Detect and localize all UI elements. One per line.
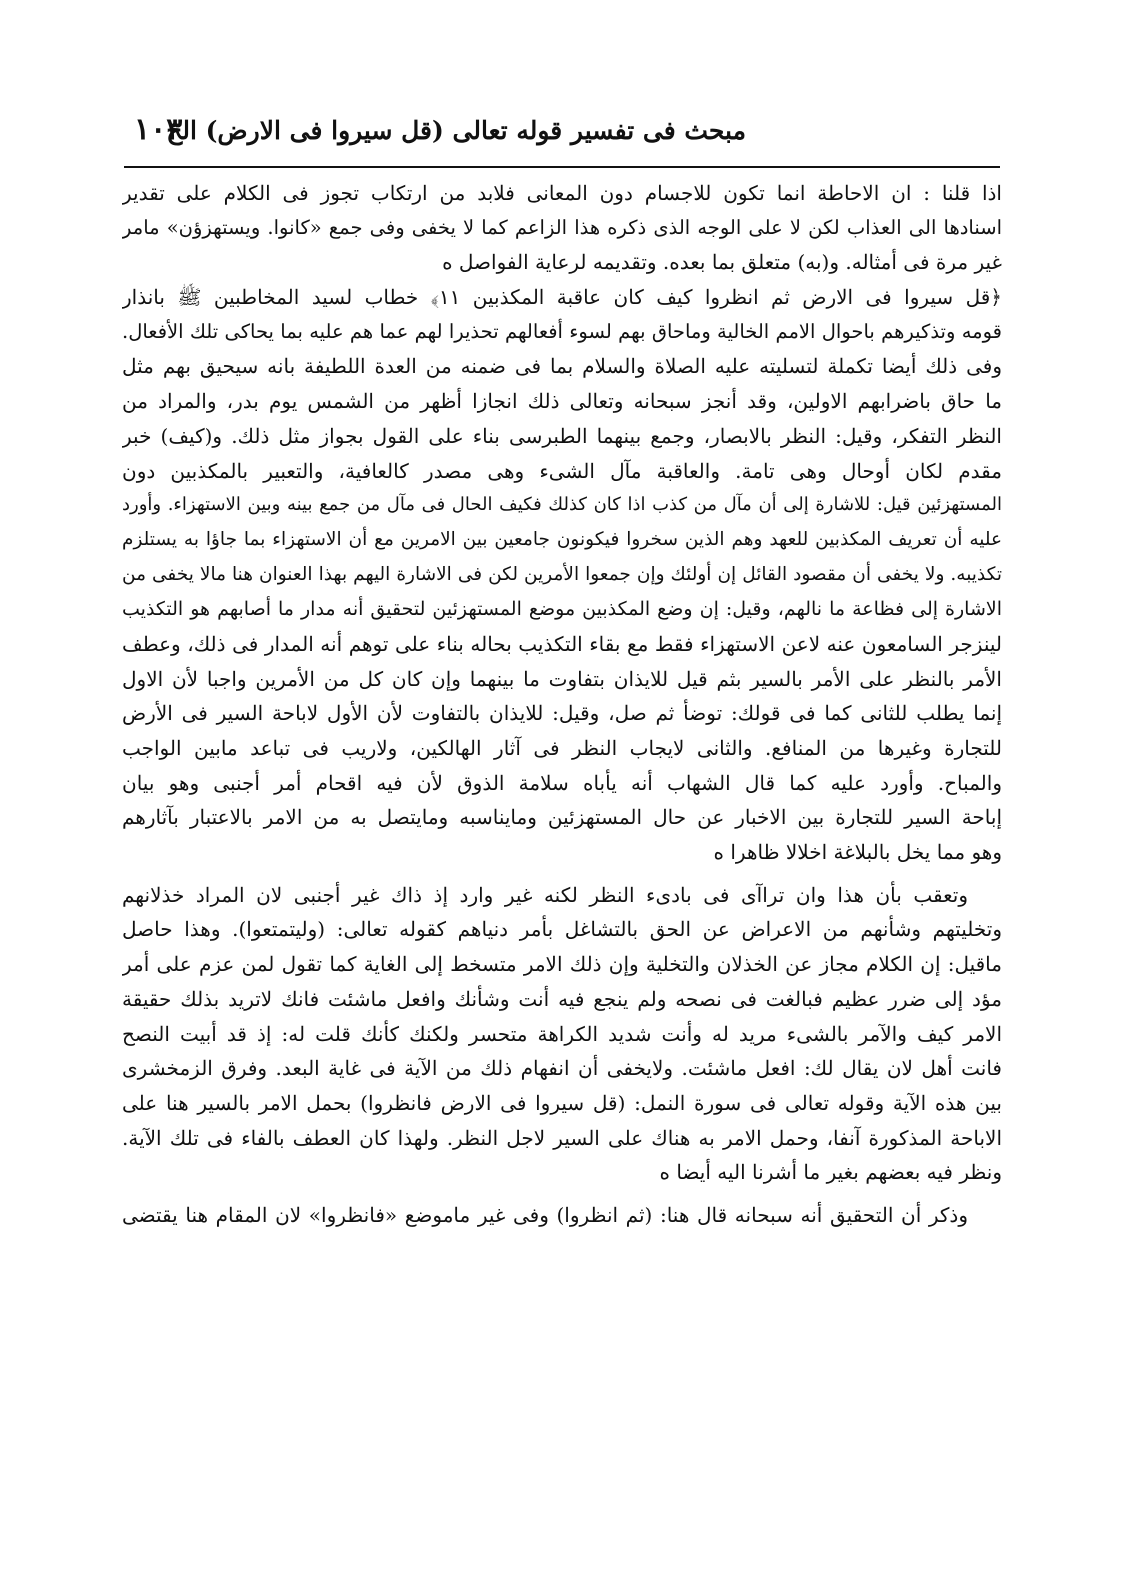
paragraph-gap — [122, 870, 1002, 878]
text-line: والمباح. وأورد عليه كما قال الشهاب أنه يأباه سلامة الذوق لأن فيه اقحام أمر أجنبى وهو بيان — [122, 770, 1002, 795]
text-line: فانت أهل لان يقال لك: افعل ماشئت. ولايخفى أن انفهام ذلك من الآية فى غاية البعد. وفرق الزمخشرى — [122, 1056, 1002, 1081]
text-line: وهو مما يخل بالبلاغة اخلالا ظاهرا ه — [713, 840, 1002, 865]
text-line: للتجارة وغيرها من المنافع. والثانى لايجاب النظر فى آثار الهالكين، ولاريب فى تباعد مابين الواجب — [122, 736, 1002, 760]
text-line: اسنادها الى العذاب لكن لا على الوجه الذى ذكره هذا الزاعم كما لا يخفى وفى جمع «كانوا. ويستهزؤن» مامر — [122, 215, 1002, 239]
text-line: اذا قلنا : ان الاحاطة انما تكون للاجسام دون المعانى فلابد من ارتكاب تجوز فى الكلام على تقدير — [122, 181, 1002, 205]
text-line: وفى ذلك أيضا تكملة لتسليته عليه الصلاة والسلام بما فى ضمنه من العدة اللطيفة بانه سيحيق بهم مثل — [122, 354, 1002, 379]
text-line: مؤد إلى ضرر عظيم فبالغت فى نصحه ولم ينجع فيه أنت وشأنك وافعل ماشئت فانك لاتريد بذلك حقيقة — [122, 986, 1002, 1011]
text-line: عليه أن تعريف المكذبين للعهد وهم الذين سخروا فيكونون جامعين بين الامرين مع أن الاستهزاء بما جاؤا به يستلزم — [122, 528, 1002, 550]
body-text — [122, 176, 1002, 1233]
text-line: وذكر أن التحقيق أنه سبحانه قال هنا: (ثم انظروا) وفى غير ماموضع «فانظروا» لان المقام هنا يقتضى — [122, 1202, 968, 1227]
text-line: إباحة السير للتجارة بين الاخبار عن حال المستهزئين ومايناسبه ومايتصل به من الامر بالاعتبار بآثارهم — [122, 805, 1002, 830]
page-header — [128, 112, 996, 160]
header-divider — [124, 166, 1000, 168]
text-line: مقدم لكان أوحال وهى تامة. والعاقبة مآل الشىء وهى مصدر كالعافية، والتعبير بالمكذبين دون — [122, 458, 1002, 483]
text-line: وتخليتهم وشأنهم من الاعراض عن الحق بالتشاغل بأمر دنياهم كقوله تعالى: (وليتمتعوا). وهذا حاصل — [122, 917, 1002, 942]
text-line: تكذيبه. ولا يخفى أن مقصود القائل إن أولئك وإن جمعوا الأمرين لكن فى الاشارة اليهم بهذا العنوان هنا مالا يخفى من — [122, 563, 1002, 585]
text-line: الأمر بالنظر على الأمر بالسير بثم قيل للايذان بتفاوت ما بينهما وإن كان كل من الأمرين واجبا لأن الاول — [122, 666, 1002, 691]
text-line: الاشارة إلى فظاعة ما نالهم، وقيل: إن وضع المكذبين موضع المستهزئين لتحقيق أنه مدار ما أصابهم هو التكذيب — [122, 598, 1002, 621]
text-line: لينزجر السامعون عنه لاعن الاستهزاء فقط مع بقاء التكذيب بحاله بناء على توهم أنه المدار فى ذلك، وعطف — [122, 631, 1002, 656]
page-number: ١٠٣ — [134, 112, 183, 147]
text-line: ما حاق باضرابهم الاولين، وقد أنجز سبحانه وتعالى ذلك انجازا أظهر من الشمس يوم بدر، والمراد من — [122, 389, 1002, 414]
text-line: بين هذه الآية وقوله تعالى فى سورة النمل: (قل سيروا فى الارض فانظروا) بحمل الامر بالسير هنا على — [122, 1090, 1002, 1115]
text-line: ونظر فيه بعضهم بغير ما أشرنا اليه أيضا ه — [659, 1160, 1002, 1185]
text-line: إنما يطلب للثانى كما فى قولك: توضأ ثم صل، وقيل: للايذان بالتفاوت لأن الأول لاباحة السير فى الأرض — [122, 701, 1002, 726]
running-title: مبحث فى تفسير قوله تعالى (قل سيروا فى الارض) الخ — [166, 116, 746, 145]
text-line: وتعقب بأن هذا وان تراآى فى بادىء النظر لكنه غير وارد إذ ذاك غير أجنبى لان المراد خذلانهم — [122, 882, 968, 907]
text-line: غير مرة فى أمثاله. و(به) متعلق بما بعده. وتقديمه لرعاية الفواصل ه — [442, 250, 1002, 275]
paragraph-gap — [122, 1190, 1002, 1198]
verse-line: ﴿قل سيروا فى الارض ثم انظروا كيف كان عاقبة المكذبين ١١﴾ خطاب لسيد المخاطبين ﷺ بانذار — [122, 285, 1002, 310]
text-line: المستهزئين قيل: للاشارة إلى أن مآل من كذب اذا كان كذلك فكيف الحال فى مآل من جمع بينه وبين الاستهزاء. وأورد — [122, 494, 1002, 516]
text-line: الامر كيف والآمر بالشىء مريد له وأنت شديد الكراهة متحسر ولكنك كأنك قلت له: إذ قد أبيت النصح — [122, 1021, 1002, 1046]
text-line: الاباحة المذكورة آنفا، وحمل الامر به هناك على السير لاجل النظر. ولهذا كان العطف بالفاء فى تلك الآية. — [122, 1125, 1002, 1150]
text-line: النظر التفكر، وقيل: النظر بالابصار، وجمع بينهما الطبرسى بناء على القول بجواز مثل ذلك. و(كيف) خبر — [122, 423, 1002, 448]
text-line: قومه وتذكيرهم باحوال الامم الخالية وماحاق بهم لسوء أفعالهم تحذيرا لهم عما هم عليه بما يحاكى تلك الأفعال. — [122, 319, 1002, 343]
text-line: ماقيل: إن الكلام مجاز عن الخذلان والتخلية وإن ذلك الامر متسخط إلى الغاية كما تقول لمن عزم على أمر — [122, 952, 1002, 977]
